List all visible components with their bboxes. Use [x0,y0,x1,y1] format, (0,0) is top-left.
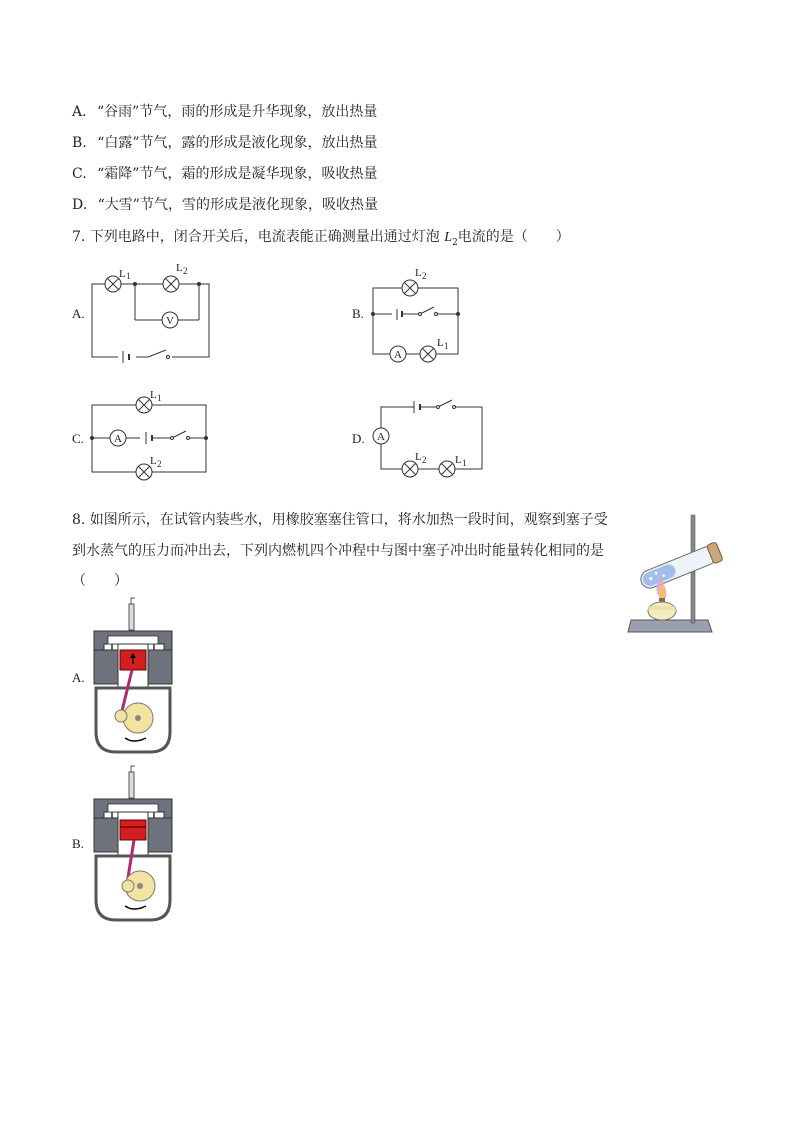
q7-option-b-label: B. [352,306,364,321]
lamp-label: L [150,389,157,401]
option-text: “谷雨”节气，雨的形成是升华现象，放出热量 [97,104,378,120]
option-letter: D. [72,197,88,213]
svg-text:2: 2 [157,459,162,469]
q7-option-d-label: D. [352,431,365,446]
option-text: “霜降”节气，霜的形成是凝华现象，吸收热量 [97,166,378,182]
ammeter-label: A [377,431,385,443]
ammeter-label: A [114,433,122,445]
q7-option-a-label: A. [72,306,85,321]
q7-option-c-label: C. [72,431,84,446]
q8-option-a-label: A. [72,670,85,685]
q8-stem-line-3: （ ） [72,573,128,589]
option-letter: B. [72,135,87,151]
svg-text:1: 1 [462,458,467,468]
q8-stem-line-2: 到水蒸气的压力而冲出去，下列内燃机四个冲程中与图中塞子冲出时能量转化相同的是 [72,543,604,559]
lamp-label: L [176,262,183,274]
q8-stem-line-1: 8. 如图所示，在试管内装些水，用橡胶塞塞住管口，将水加热一段时间，观察到塞子受 [72,512,608,528]
svg-text:2: 2 [422,455,427,465]
q7-stem: 7. 下列电路中，闭合开关后，电流表能正确测量出通过灯泡 $L_2$电流的是（ ） [72,229,570,248]
svg-text:2: 2 [422,271,427,281]
option-text: “大雪”节气，雪的形成是液化现象，吸收热量 [97,197,378,213]
option-letter: A. [72,104,87,120]
lamp-label: L [455,454,462,466]
lamp-label: L [150,455,157,467]
voltmeter-label: V [166,315,174,327]
lamp-label: L [437,337,444,349]
lamp-label: L [415,267,422,279]
option-text: “白露”节气，露的形成是液化现象，放出热量 [97,135,378,151]
svg-text:1: 1 [444,341,449,351]
lamp-label: L [119,268,126,280]
svg-text:2: 2 [183,266,188,276]
svg-text:1: 1 [126,271,131,281]
lamp-label: L [415,451,422,463]
svg-text:1: 1 [157,393,162,403]
q8-option-b-label: B. [72,836,84,851]
option-letter: C. [72,166,87,182]
ammeter-label: A [394,349,402,361]
